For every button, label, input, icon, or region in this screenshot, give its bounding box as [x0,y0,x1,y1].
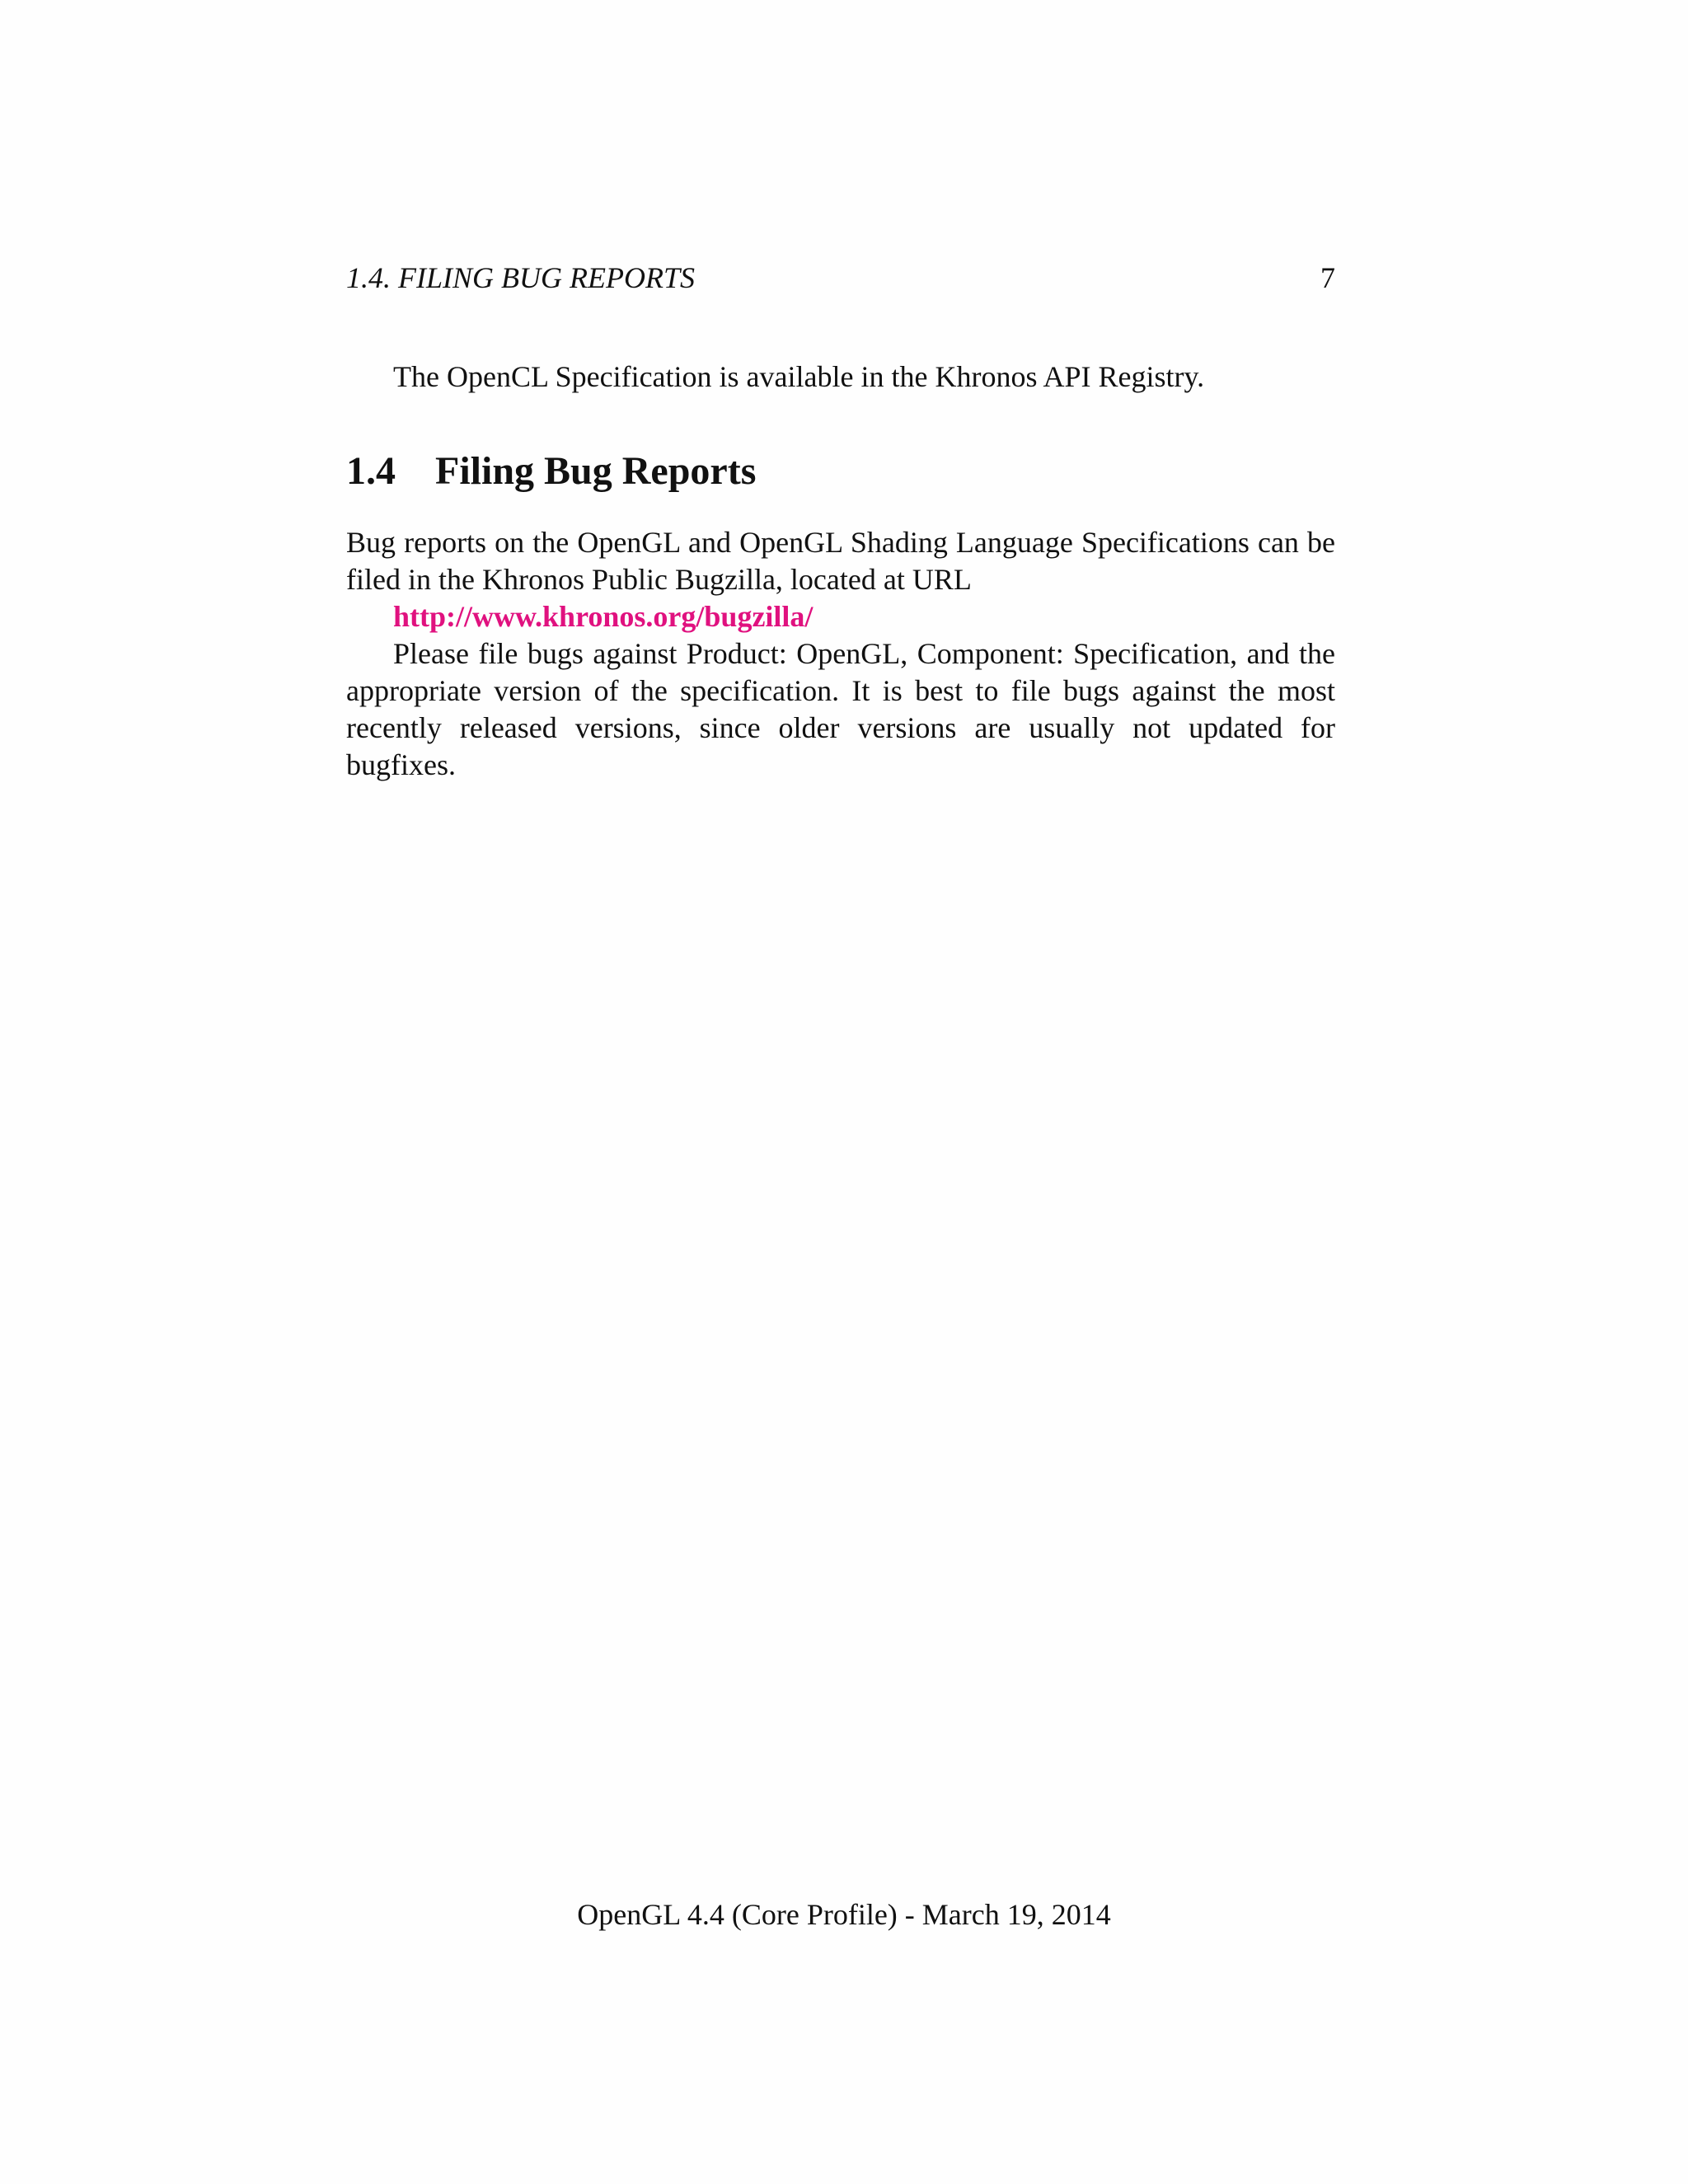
bugzilla-link[interactable]: http://www.khronos.org/bugzilla/ [393,600,814,633]
section-heading [346,445,1335,498]
header-section-ref: 1.4. FILING BUG REPORTS [346,261,695,294]
section-title: Filing Bug Reports [435,449,757,493]
running-header [346,257,1335,298]
filing-instructions-paragraph: Please file bugs against Product: OpenGL, Component: Specification, and the appropriate version of the specification. It is best to file bugs against the most recently released versions, since older versions are usually not updated for bugfixes. [346,637,1335,781]
section-number: 1.4 [346,449,396,493]
intro-paragraph: The OpenCL Specification is available in the Khronos API Registry. [393,360,1205,393]
page-number: 7 [1320,261,1335,294]
page-footer: OpenGL 4.4 (Core Profile) - March 19, 2014 [577,1898,1111,1931]
bug-report-paragraph: Bug reports on the OpenGL and OpenGL Shading Language Specifications can be filed in the Khronos Public Bugzilla, located at URL [346,526,1335,596]
